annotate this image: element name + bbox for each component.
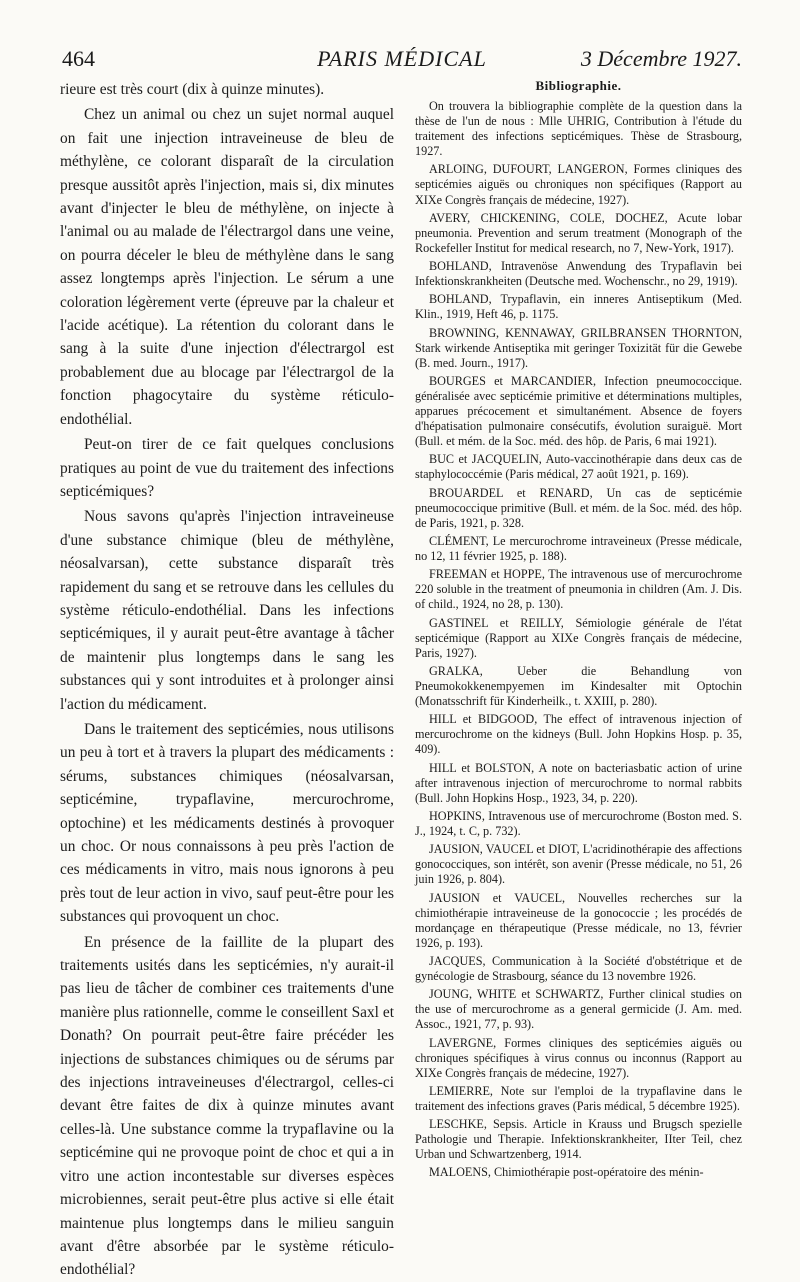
bibliography-entry: BOHLAND, Intravenöse Anwendung des Trypaflavin bei Infektionskrankheiten (Deutsche med. Wochenschr., no 29, 1919). (415, 259, 742, 289)
page-header (62, 40, 742, 76)
bibliography-entry: BOURGES et MARCANDIER, Infection pneumococcique. généralisée avec septicémie primitive et déterminations multiples, apparues précocement et simultanément. Absence de foyers d'hépatisation pulmonaire consécutifs, évolution suraiguë. Mort (Bull. et mém. de la Soc. méd. des hôp. de Paris, 6 mai 1921). (415, 373, 742, 449)
bibliography-entry: FREEMAN et HOPPE, The intravenous use of mercurochrome 220 soluble in the treatment of pneumonia in children (Am. J. Dis. of child., 1924, no 28, p. 130). (415, 567, 742, 612)
journal-title: PARIS MÉDICAL (317, 46, 487, 71)
bibliography-entry: BOHLAND, Trypaflavin, ein inneres Antiseptikum (Med. Klin., 1919, Heft 46, p. 1175. (415, 292, 742, 322)
paragraph: Peut-on tirer de ce fait quelques conclusions pratiques au point de vue du traitement des infections septicémiques? (60, 436, 394, 500)
bibliography-column (415, 78, 742, 1184)
issue-date: 3 Décembre 1927. (580, 46, 742, 71)
paragraph: Chez un animal ou chez un sujet normal auquel on fait une injection intraveineuse de bleu de méthylène, ce colorant disparaît de la circulation presque aussitôt après l'injection, mais si, dix minutes avant d'injecter le bleu de méthylène, on injecte à l'animal ou au malade de l'électrargol dans une veine, on pourra déceler le bleu de méthylène dans le sang assez longtemps après l'injection. Le sérum a une coloration légèrement verte (épreuve par la chaleur et l'acide acétique). La rétention du colorant dans le sang à la suite d'une injection d'électrargol est probablement due au blocage par l'électrargol de la fonction phagocytaire du système réticulo-endothélial. (60, 106, 394, 428)
bibliography-entry: BROWNING, KENNAWAY, GRILBRANSEN THORNTON, Stark wirkende Antiseptika mit geringer Toxizität für die Gewebe (B. med. Journ., 1917). (415, 325, 742, 370)
paragraph: Nous savons qu'après l'injection intraveineuse d'une substance chimique (bleu de méthylène, néosalvarsan), cette substance disparaît très rapidement du sang et se retrouve dans les cellules du système réticulo-endothélial. Dans les infections septicémiques, il y aurait peut-être avantage à tâcher de maintenir plus longtemps dans le sang les substances qui y sont introduites et à prolonger ainsi l'action du médicament. (60, 508, 394, 713)
bibliography-entry: HILL et BIDGOOD, The effect of intravenous injection of mercurochrome on the kidneys (Bull. John Hopkins Hosp. p. 35, 409). (415, 712, 742, 757)
bibliography-entry: AVERY, CHICKENING, COLE, DOCHEZ, Acute lobar pneumonia. Prevention and serum treatment (Monograph of the Rockefeller Institut for medical research, no 7, New-York, 1917). (415, 210, 742, 255)
bibliography-entry: GRALKA, Ueber die Behandlung von Pneumokokkenempyemen im Kindesalter mit Optochin (Monatsschrift für Kinderheilk., t. XXIII, p. 280). (415, 663, 742, 709)
paragraph: En présence de la faillite de la plupart des traitements usités dans les septicémies, n'y aurait-il pas lieu de tâcher de combiner ces traitements d'une manière plus rationnelle, comme le conseillent Saxl et Donath? On pourrait peut-être faire précéder les injections de substances chimiques ou de sérums par des injections intraveineuses d'électrargol, celles-ci devant être faites de dix à quinze minutes avant celles-là. Une substance comme la trypaflavine ou la septicémine qui ne provoque point de choc et qui a in vitro une action incontestable sur diverses espèces microbiennes, serait peut-être plus active si elle était maintenue plus longtemps dans le milieu sanguin avant d'être absorbée par le système réticulo-endothélial? (60, 933, 394, 1279)
bibliography-entry: JAUSION, VAUCEL et DIOT, L'acridinothérapie des affections gonococciques, son intérêt, son avenir (Presse médicale, no 51, 26 juin 1926, p. 804). (415, 842, 742, 887)
paragraph: rieure est très court (dix à quinze minutes). (60, 81, 325, 98)
bibliography-entry: MALOENS, Chimiothérapie post-opératoire des ménin- (429, 1165, 704, 1180)
bibliography-entry: JACQUES, Communication à la Société d'obstétrique et de gynécologie de Strasbourg, séance du 13 novembre 1926. (415, 953, 742, 983)
page-number: 464 (62, 46, 95, 71)
bibliography-entry: JAUSION et VAUCEL, Nouvelles recherches sur la chimiothérapie intraveineuse de la gonococcie ; les procédés de mordançage en thérapeutique (Presse médicale, no 13, février 1926, p. 193). (415, 890, 742, 950)
bibliography-entry: LEMIERRE, Note sur l'emploi de la trypaflavine dans le traitement des infections graves (Paris médical, 5 décembre 1925). (415, 1083, 742, 1113)
bibliography-entry: LESCHKE, Sepsis. Article in Krauss und Brugsch spezielle Pathologie und Therapie. Infektionskrankheiter, IIter Teil, chez Urban und Schwartzenberg, 1914. (415, 1117, 742, 1162)
bibliography-entry: HOPKINS, Intravenous use of mercurochrome (Boston med. S. J., 1924, t. C, p. 732). (415, 808, 742, 838)
bibliography-entry: ARLOING, DUFOURT, LANGERON, Formes cliniques des septicémies aiguës ou chroniques non spécifiques (Rapport au XIXe Congrès français de médecine, 1927). (415, 162, 742, 207)
article-left-column (60, 78, 394, 1282)
bibliography-entry: CLÉMENT, Le mercurochrome intraveineux (Presse médicale, no 12, 11 février 1925, p. 188). (415, 534, 742, 564)
bibliography-entry: BUC et JACQUELIN, Auto-vaccinothérapie dans deux cas de staphylococcémie (Paris médical, 27 août 1921, p. 169). (415, 452, 742, 482)
bibliography-entry: HILL et BOLSTON, A note on bacteriasbatic action of urine after intravenous injection of mercurochrome to normal rabbits (Bull. John Hopkins Hosp., 1923, 34, p. 220). (415, 760, 742, 805)
bibliography-entry: BROUARDEL et RENARD, Un cas de septicémie pneumococcique primitive (Bull. et mém. de la Soc. méd. des hôp. de Paris, 1921, p. 328. (415, 485, 742, 530)
bibliography-entry: LAVERGNE, Formes cliniques des septicémies aiguës ou chroniques spécifiques à virus connus ou inconnus (Rapport au XIXe Congrès français de médecine, 1927). (415, 1035, 742, 1080)
bibliography-heading: Bibliographie. (535, 78, 622, 93)
bibliography-entry: JOUNG, WHITE et SCHWARTZ, Further clinical studies on the use of mercurochrome as a general germicide (J. Am. med. Assoc., 1921, 77, p. 93). (415, 987, 742, 1032)
paragraph: Dans le traitement des septicémies, nous utilisons un peu à tort et à travers la plupart des médicaments : sérums, substances chimiques (néosalvarsan, septicémine, trypaflavine, mercurochrome, optochine) et les médicaments destinés à provoquer un choc. Or nous connaissons à peu près l'action de ces médicaments in vitro, mais nous ignorons à peu près tout de leur action in vivo, sauf peut-être pour les substances qui provoquent un choc. (60, 720, 394, 926)
bibliography-intro: On trouvera la bibliographie complète de la question dans la thèse de l'un de nous : Mlle UHRIG, Contribution à l'étude du traitement des infections septicémiques. Thèse de Strasbourg, 1927. (415, 99, 742, 159)
bibliography-entry: GASTINEL et REILLY, Sémiologie générale de l'état septicémique (Rapport au XIXe Congrès français de médecine, Paris, 1927). (415, 615, 742, 660)
